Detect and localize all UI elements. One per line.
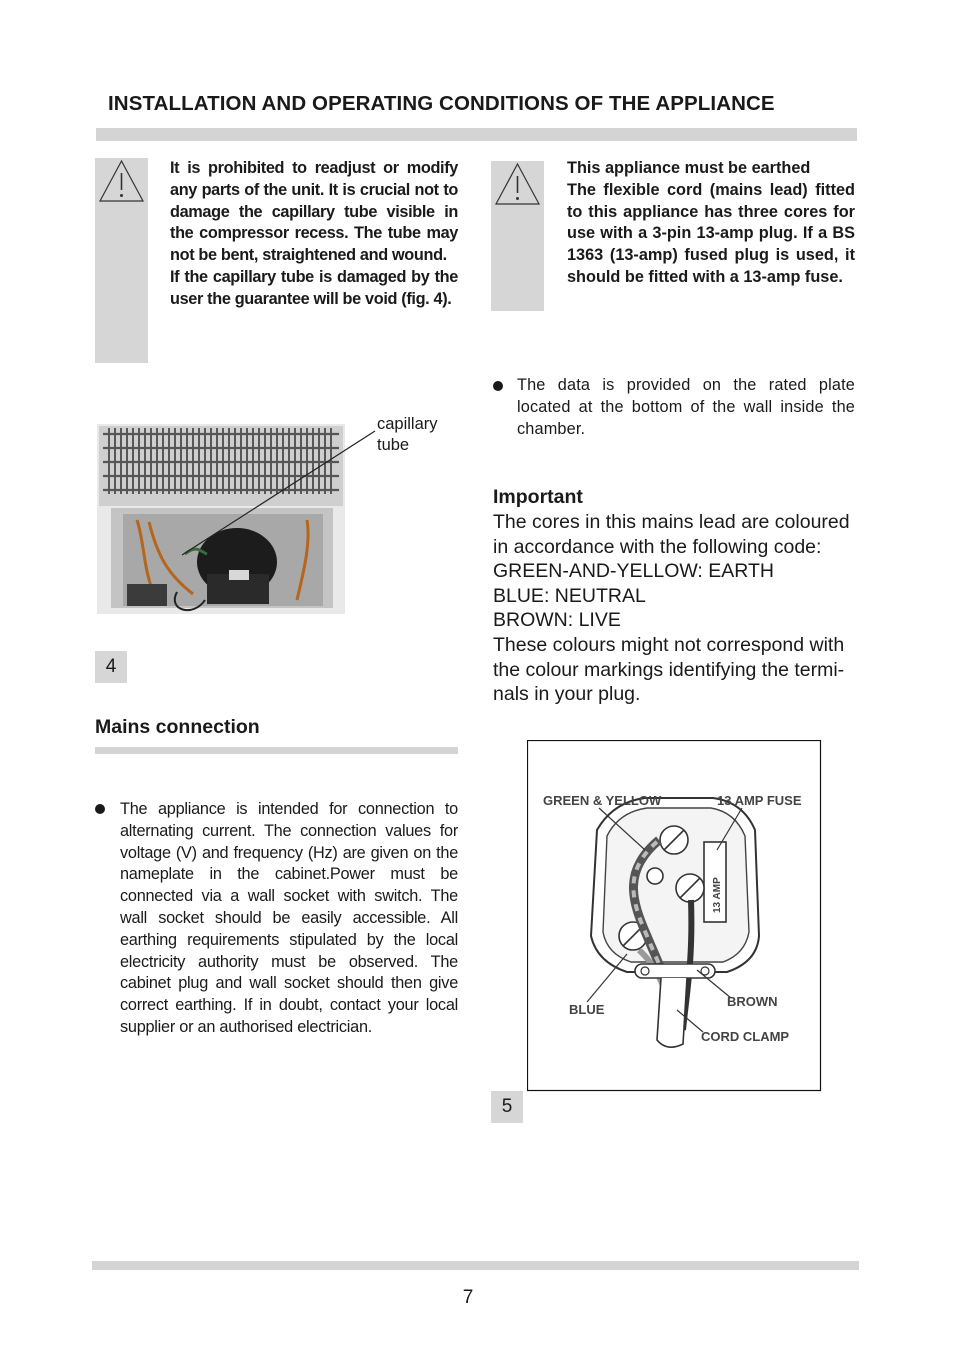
fuse-label: 13 AMP FUSE <box>717 793 802 808</box>
figure-4-number: 4 <box>95 651 127 683</box>
warning-right-text: The flexible cord (mains lead) fitted to this appliance has three cores for use with a 3-pin 13-amp plug. If a BS 1363 (13-amp) fused plug is used, it should be fitted with a 13-amp fuse. <box>567 180 855 286</box>
warning-left-paragraph-2: If the capillary tube is damaged by the user the guarantee will be void (fig. 4). <box>170 267 458 308</box>
bullet-dot <box>95 804 105 814</box>
mains-connection-text: The appliance is intended for connection to alternating current. The connection values for voltage (V) and frequency (Hz) are given on the nameplate in the cabinet.Power must be connected via a wall socket with switch. The wall socket should be easily accessible. All earthing requirements stipulated by the local electricity authority must be observed. The cabinet plug and wall socket should then give correct earthing. If in doubt, contact your local supplier or an authorised electrician. <box>120 800 458 1036</box>
page-number: 7 <box>462 1287 474 1308</box>
important-heading: Important <box>493 486 583 508</box>
blue-label: BLUE <box>569 1002 605 1017</box>
important-line-1: The cores in this mains lead are coloured in accordance with the following code: <box>493 511 850 558</box>
important-line-2: GREEN-AND-YELLOW: EARTH <box>493 560 774 583</box>
capillary-tube-label: capillary tube <box>377 415 438 454</box>
cord-clamp-label: CORD CLAMP <box>701 1029 790 1044</box>
important-text <box>493 510 863 707</box>
warning-text-right <box>567 158 855 289</box>
capillary-tube-pointer-line <box>180 428 380 558</box>
warning-text-left <box>170 158 458 311</box>
bullet-dot <box>493 381 503 391</box>
important-line-4: BROWN: LIVE <box>493 609 621 632</box>
figure-5-number: 5 <box>491 1091 523 1123</box>
important-line-3: BLUE: NEUTRAL <box>493 584 646 607</box>
warning-triangle-icon <box>95 158 148 204</box>
warning-right-heading: This appliance must be earthed <box>567 159 811 177</box>
mains-connection-heading: Mains connection <box>95 716 260 738</box>
brown-label: BROWN <box>727 994 778 1009</box>
footer-divider <box>92 1261 859 1270</box>
plug-wiring-diagram <box>527 740 822 1092</box>
important-line-5: These colours might not correspond with the colour markings identifying the termi-nals in your plug. <box>493 633 845 706</box>
warning-triangle-icon <box>491 161 544 207</box>
warning-left-paragraph-1: It is prohibited to readjust or modify any parts of the unit. It is crucial not to damage the capillary tube visible in the compressor recess. The tube may not be bent, straightened and wound. <box>170 159 458 265</box>
rated-plate-text: The data is provided on the rated plate located at the bottom of the wall inside the chamber. <box>517 376 855 438</box>
green-yellow-label: GREEN & YELLOW <box>543 793 662 808</box>
fuse-body-label: 13 AMP <box>712 877 723 913</box>
title-divider <box>96 128 857 141</box>
mains-connection-divider <box>95 747 458 754</box>
page-title: INSTALLATION AND OPERATING CONDITIONS OF THE APPLIANCE <box>108 92 775 115</box>
